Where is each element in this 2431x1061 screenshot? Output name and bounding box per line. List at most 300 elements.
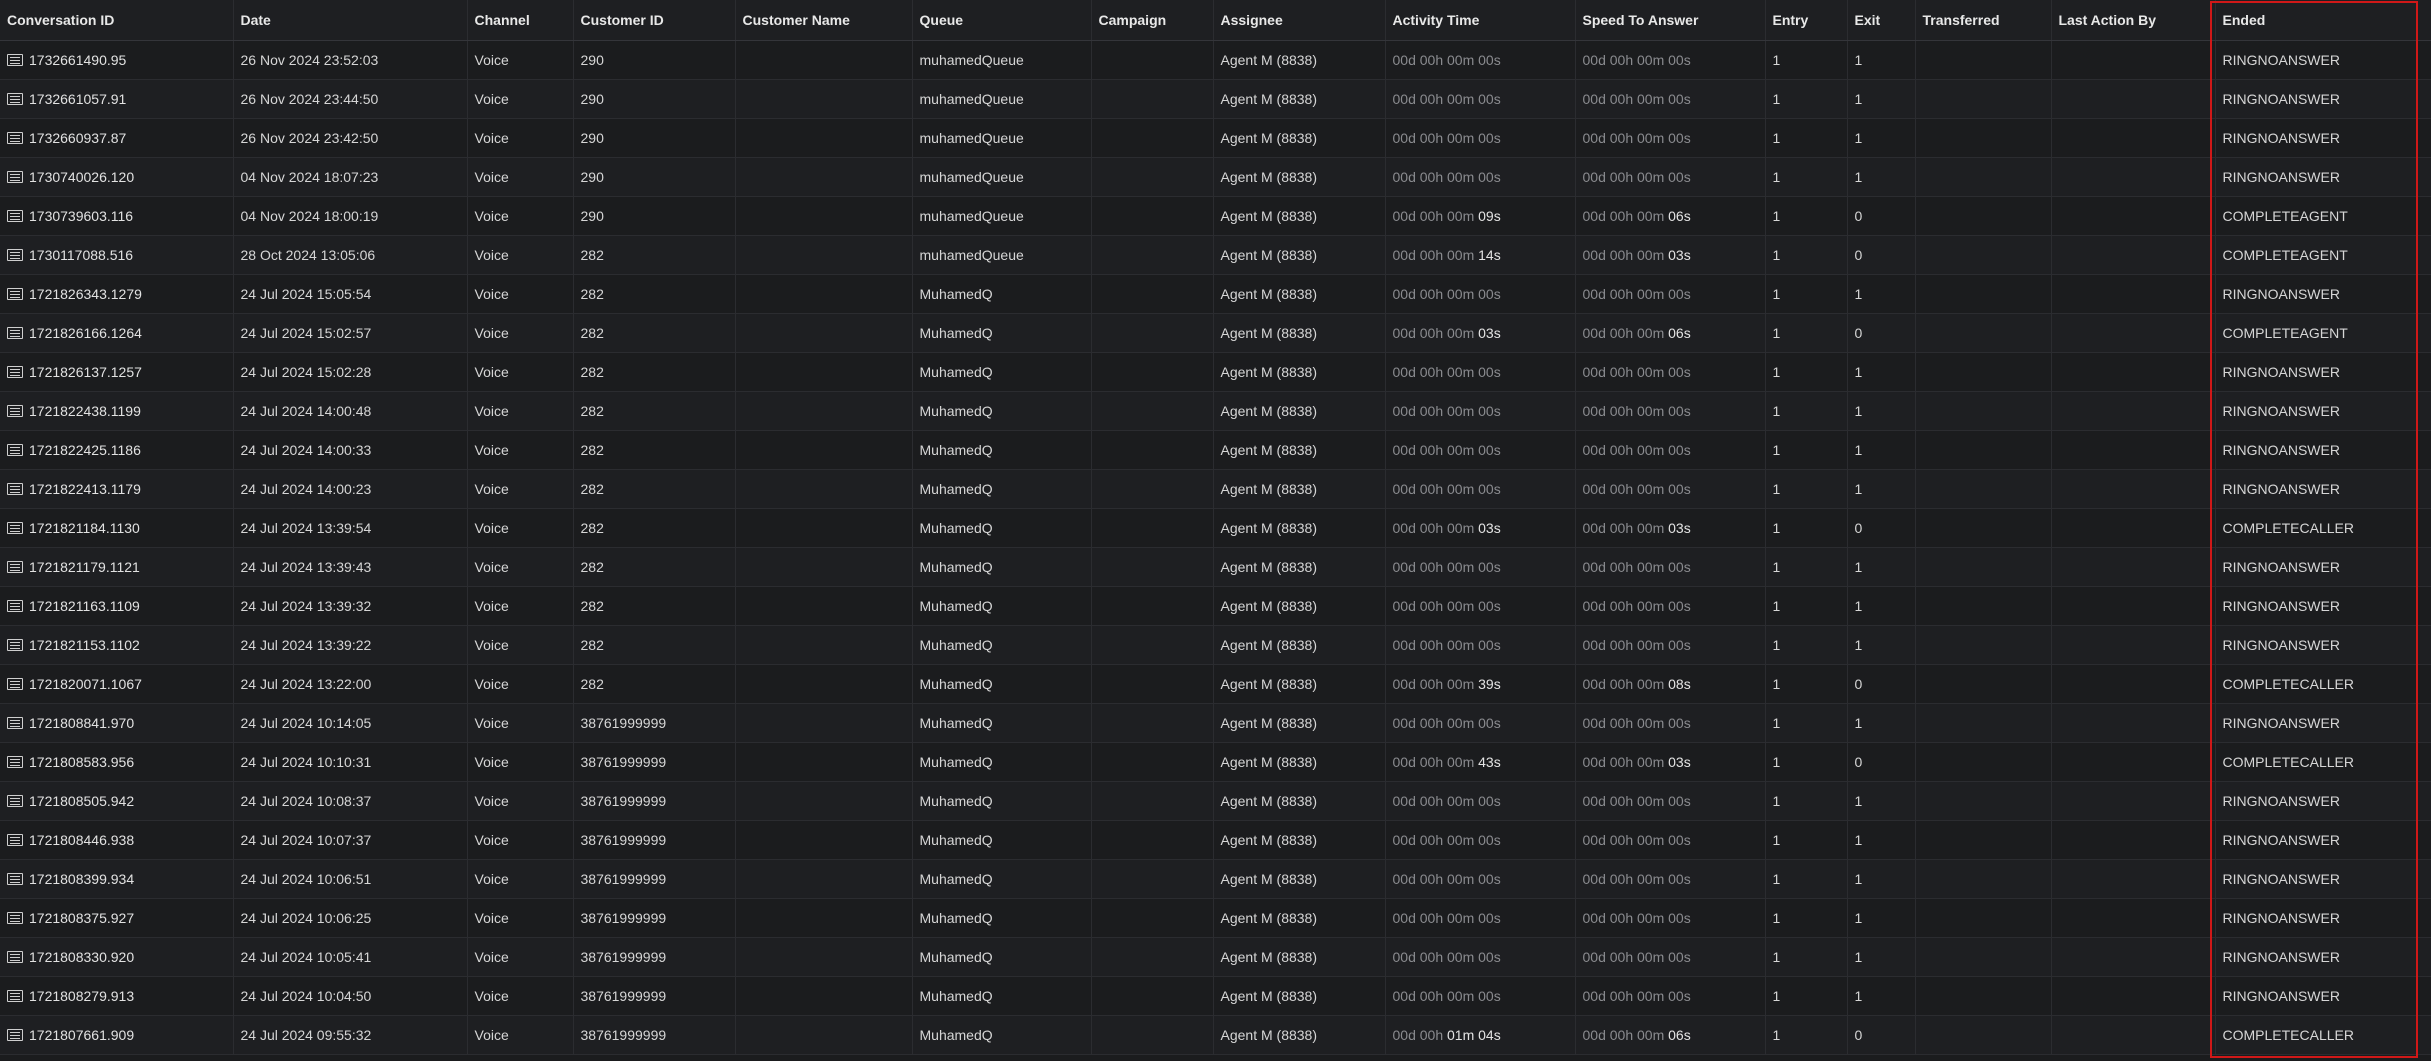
column-header-exit[interactable]: Exit: [1847, 0, 1915, 41]
cell-date: 24 Jul 2024 10:06:25: [233, 899, 467, 938]
document-list-icon[interactable]: [7, 639, 23, 651]
conversation-id-cell[interactable]: [7, 793, 233, 809]
cell-channel: Voice: [467, 704, 573, 743]
table-row[interactable]: [0, 665, 2431, 704]
conversation-id-cell[interactable]: [7, 247, 233, 263]
cell-conversation-id: [0, 470, 233, 509]
cell-entry: 1: [1765, 977, 1847, 1016]
cell-last-action-by: [2051, 509, 2215, 548]
cell-speed-to-answer: [1575, 236, 1765, 275]
column-header-queue[interactable]: Queue: [912, 0, 1091, 41]
cell-transferred: [1915, 860, 2051, 899]
table-row[interactable]: [0, 236, 2431, 275]
table-row[interactable]: [0, 743, 2431, 782]
document-list-icon[interactable]: [7, 678, 23, 690]
cell-customer-id: 282: [573, 353, 735, 392]
cell-customer-name: [735, 938, 912, 977]
cell-transferred: [1915, 158, 2051, 197]
cell-channel: Voice: [467, 938, 573, 977]
cell-assignee: Agent M (8838): [1213, 587, 1385, 626]
document-list-icon[interactable]: [7, 795, 23, 807]
conversation-id-link[interactable]: 1721808841.970: [29, 715, 135, 731]
duration-suffix: 00s: [1668, 52, 1691, 68]
cell-campaign: [1091, 470, 1213, 509]
cell-campaign: [1091, 938, 1213, 977]
table-row[interactable]: [0, 197, 2431, 236]
cell-date: 24 Jul 2024 09:55:32: [233, 1016, 467, 1055]
cell-entry: 1: [1765, 821, 1847, 860]
cell-conversation-id: [0, 392, 233, 431]
cell-queue: MuhamedQ: [912, 353, 1091, 392]
table-row[interactable]: [0, 509, 2431, 548]
duration-prefix: 00d 00h 00m: [1392, 247, 1479, 263]
cell-entry: 1: [1765, 782, 1847, 821]
document-list-icon[interactable]: [7, 132, 23, 144]
cell-last-action-by: [2051, 821, 2215, 860]
cell-ended: RINGNOANSWER: [2215, 392, 2431, 431]
cell-last-action-by: [2051, 1016, 2215, 1055]
conversation-id-link[interactable]: 1721808446.938: [29, 832, 135, 848]
cell-campaign: [1091, 392, 1213, 431]
cell-ended: RINGNOANSWER: [2215, 158, 2431, 197]
cell-entry: 1: [1765, 743, 1847, 782]
cell-customer-name: [735, 977, 912, 1016]
cell-campaign: [1091, 158, 1213, 197]
cell-transferred: [1915, 977, 2051, 1016]
conversation-id-link[interactable]: 1721808375.927: [29, 910, 135, 926]
cell-speed-to-answer: [1575, 470, 1765, 509]
document-list-icon[interactable]: [7, 951, 23, 963]
cell-customer-name: [735, 509, 912, 548]
column-header-entry[interactable]: Entry: [1765, 0, 1847, 41]
cell-assignee: Agent M (8838): [1213, 41, 1385, 80]
cell-assignee: Agent M (8838): [1213, 158, 1385, 197]
table-row[interactable]: [0, 704, 2431, 743]
duration-suffix: 00s: [1478, 598, 1501, 614]
cell-last-action-by: [2051, 626, 2215, 665]
cell-last-action-by: [2051, 977, 2215, 1016]
conversation-id-cell[interactable]: [7, 754, 233, 770]
cell-customer-name: [735, 119, 912, 158]
duration-prefix: 00d 00h 00m: [1392, 910, 1479, 926]
cell-activity-time: [1385, 353, 1575, 392]
cell-transferred: [1915, 314, 2051, 353]
duration-prefix: 00d 00h 00m: [1582, 832, 1669, 848]
column-header-speed-to-answer[interactable]: Speed To Answer: [1575, 0, 1765, 41]
document-list-icon[interactable]: [7, 561, 23, 573]
conversation-id-link[interactable]: 1721808330.920: [29, 949, 135, 965]
conversation-id-cell[interactable]: [7, 676, 233, 692]
column-header-date[interactable]: Date: [233, 0, 467, 41]
cell-transferred: [1915, 392, 2051, 431]
table-row[interactable]: [0, 314, 2431, 353]
conversation-id-link[interactable]: 1721826166.1264: [29, 325, 142, 341]
cell-date: 24 Jul 2024 13:39:32: [233, 587, 467, 626]
table-row[interactable]: [0, 431, 2431, 470]
document-list-icon[interactable]: [7, 873, 23, 885]
column-header-transferred[interactable]: Transferred: [1915, 0, 2051, 41]
document-list-icon[interactable]: [7, 912, 23, 924]
cell-transferred: [1915, 353, 2051, 392]
table-row[interactable]: [0, 470, 2431, 509]
document-list-icon[interactable]: [7, 171, 23, 183]
cell-assignee: Agent M (8838): [1213, 431, 1385, 470]
table-body: [0, 41, 2431, 1055]
cell-queue: MuhamedQ: [912, 275, 1091, 314]
conversation-id-link[interactable]: 1721808583.956: [29, 754, 135, 770]
conversation-id-link[interactable]: 1732661490.95: [29, 52, 127, 68]
table-row[interactable]: [0, 938, 2431, 977]
conversation-id-cell[interactable]: [7, 364, 233, 380]
cell-queue: muhamedQueue: [912, 41, 1091, 80]
duration-prefix: 00d 00h 00m: [1392, 715, 1479, 731]
cell-last-action-by: [2051, 119, 2215, 158]
document-list-icon[interactable]: [7, 483, 23, 495]
cell-speed-to-answer: [1575, 704, 1765, 743]
duration-suffix: 00s: [1478, 481, 1501, 497]
column-header-conversation-id[interactable]: Conversation ID: [0, 0, 233, 41]
cell-channel: Voice: [467, 743, 573, 782]
table-row[interactable]: [0, 860, 2431, 899]
cell-customer-id: 38761999999: [573, 860, 735, 899]
cell-channel: Voice: [467, 431, 573, 470]
table-row[interactable]: [0, 80, 2431, 119]
conversation-id-cell[interactable]: [7, 403, 233, 419]
cell-transferred: [1915, 782, 2051, 821]
conversation-id-cell[interactable]: [7, 130, 233, 146]
cell-last-action-by: [2051, 548, 2215, 587]
cell-queue: muhamedQueue: [912, 158, 1091, 197]
cell-queue: MuhamedQ: [912, 509, 1091, 548]
cell-entry: 1: [1765, 548, 1847, 587]
conversation-id-cell[interactable]: [7, 559, 233, 575]
cell-date: 24 Jul 2024 14:00:23: [233, 470, 467, 509]
cell-speed-to-answer: [1575, 860, 1765, 899]
cell-customer-name: [735, 236, 912, 275]
conversation-id-cell[interactable]: [7, 832, 233, 848]
conversation-id-cell[interactable]: [7, 715, 233, 731]
conversation-id-link[interactable]: 1730739603.116: [29, 208, 134, 224]
cell-conversation-id: [0, 80, 233, 119]
duration-prefix: 00d 00h 00m: [1582, 793, 1669, 809]
document-list-icon[interactable]: [7, 288, 23, 300]
column-header-ended[interactable]: Ended: [2215, 0, 2431, 41]
cell-speed-to-answer: [1575, 938, 1765, 977]
duration-suffix: 00s: [1478, 286, 1501, 302]
cell-campaign: [1091, 977, 1213, 1016]
conversation-id-link[interactable]: 1721807661.909: [29, 1027, 135, 1043]
cell-customer-id: 282: [573, 626, 735, 665]
cell-activity-time: [1385, 977, 1575, 1016]
cell-conversation-id: [0, 743, 233, 782]
cell-channel: Voice: [467, 1016, 573, 1055]
cell-activity-time: [1385, 470, 1575, 509]
cell-customer-name: [735, 158, 912, 197]
conversation-id-cell[interactable]: [7, 520, 233, 536]
document-list-icon[interactable]: [7, 522, 23, 534]
cell-ended: RINGNOANSWER: [2215, 548, 2431, 587]
cell-date: 04 Nov 2024 18:07:23: [233, 158, 467, 197]
conversation-id-cell[interactable]: [7, 442, 233, 458]
duration-suffix: 00s: [1668, 559, 1691, 575]
cell-exit: 1: [1847, 626, 1915, 665]
cell-assignee: Agent M (8838): [1213, 80, 1385, 119]
cell-campaign: [1091, 548, 1213, 587]
conversation-id-cell[interactable]: [7, 91, 233, 107]
conversation-id-link[interactable]: 1721822413.1179: [29, 481, 141, 497]
cell-conversation-id: [0, 548, 233, 587]
cell-last-action-by: [2051, 470, 2215, 509]
cell-conversation-id: [0, 821, 233, 860]
cell-speed-to-answer: [1575, 158, 1765, 197]
cell-speed-to-answer: [1575, 275, 1765, 314]
cell-date: 24 Jul 2024 13:39:22: [233, 626, 467, 665]
cell-channel: Voice: [467, 80, 573, 119]
conversation-id-link[interactable]: 1721821179.1121: [29, 559, 140, 575]
cell-date: 04 Nov 2024 18:00:19: [233, 197, 467, 236]
conversation-id-link[interactable]: 1730740026.120: [29, 169, 135, 185]
cell-date: 26 Nov 2024 23:42:50: [233, 119, 467, 158]
conversation-id-cell[interactable]: [7, 1027, 233, 1043]
duration-value: 03s: [1668, 520, 1691, 536]
duration-suffix: 00s: [1478, 949, 1501, 965]
document-list-icon[interactable]: [7, 405, 23, 417]
cell-campaign: [1091, 275, 1213, 314]
cell-last-action-by: [2051, 41, 2215, 80]
cell-campaign: [1091, 80, 1213, 119]
document-list-icon[interactable]: [7, 1029, 23, 1041]
cell-exit: 0: [1847, 743, 1915, 782]
cell-assignee: Agent M (8838): [1213, 509, 1385, 548]
duration-prefix: 00d 00h 00m: [1582, 52, 1669, 68]
column-header-customer-name[interactable]: Customer Name: [735, 0, 912, 41]
conversation-id-link[interactable]: 1721821184.1130: [29, 520, 140, 536]
cell-last-action-by: [2051, 158, 2215, 197]
table-row[interactable]: [0, 353, 2431, 392]
cell-exit: 1: [1847, 860, 1915, 899]
conversation-id-cell[interactable]: [7, 169, 233, 185]
column-header-assignee[interactable]: Assignee: [1213, 0, 1385, 41]
cell-exit: 1: [1847, 392, 1915, 431]
document-list-icon[interactable]: [7, 990, 23, 1002]
duration-suffix: 00s: [1478, 910, 1501, 926]
cell-campaign: [1091, 704, 1213, 743]
cell-customer-name: [735, 860, 912, 899]
cell-transferred: [1915, 704, 2051, 743]
duration-suffix: 00s: [1478, 832, 1501, 848]
conversation-id-cell[interactable]: [7, 910, 233, 926]
table-row[interactable]: [0, 275, 2431, 314]
cell-transferred: [1915, 470, 2051, 509]
cell-ended: RINGNOANSWER: [2215, 704, 2431, 743]
table-row[interactable]: [0, 41, 2431, 80]
column-header-activity-time[interactable]: Activity Time: [1385, 0, 1575, 41]
duration-suffix: 00s: [1668, 949, 1691, 965]
table-row[interactable]: [0, 119, 2431, 158]
conversation-id-link[interactable]: 1721826343.1279: [29, 286, 142, 302]
cell-assignee: Agent M (8838): [1213, 665, 1385, 704]
table-row[interactable]: [0, 1016, 2431, 1055]
table-row[interactable]: [0, 626, 2431, 665]
document-list-icon[interactable]: [7, 756, 23, 768]
cell-date: 24 Jul 2024 14:00:48: [233, 392, 467, 431]
conversation-id-link[interactable]: 1732661057.91: [29, 91, 127, 107]
cell-exit: 0: [1847, 314, 1915, 353]
cell-entry: 1: [1765, 704, 1847, 743]
conversation-id-link[interactable]: 1721820071.1067: [29, 676, 142, 692]
duration-suffix: 00s: [1668, 286, 1691, 302]
conversation-id-cell[interactable]: [7, 286, 233, 302]
table-header: [0, 0, 2431, 41]
cell-date: 24 Jul 2024 13:22:00: [233, 665, 467, 704]
cell-ended: RINGNOANSWER: [2215, 821, 2431, 860]
table-row[interactable]: [0, 899, 2431, 938]
duration-prefix: 00d 00h 00m: [1582, 1027, 1669, 1043]
cell-conversation-id: [0, 977, 233, 1016]
cell-transferred: [1915, 665, 2051, 704]
duration-suffix: 00s: [1478, 559, 1501, 575]
cell-ended: RINGNOANSWER: [2215, 782, 2431, 821]
cell-date: 24 Jul 2024 14:00:33: [233, 431, 467, 470]
conversation-id-cell[interactable]: [7, 52, 233, 68]
duration-prefix: 00d 00h 00m: [1582, 754, 1669, 770]
cell-activity-time: [1385, 431, 1575, 470]
cell-channel: Voice: [467, 509, 573, 548]
conversation-id-cell[interactable]: [7, 325, 233, 341]
document-list-icon[interactable]: [7, 366, 23, 378]
document-list-icon[interactable]: [7, 834, 23, 846]
cell-assignee: Agent M (8838): [1213, 860, 1385, 899]
conversation-id-cell[interactable]: [7, 949, 233, 965]
duration-suffix: 00s: [1668, 871, 1691, 887]
cell-queue: MuhamedQ: [912, 470, 1091, 509]
cell-customer-name: [735, 626, 912, 665]
duration-prefix: 00d 00h 00m: [1582, 364, 1669, 380]
cell-customer-id: 282: [573, 509, 735, 548]
cell-activity-time: [1385, 197, 1575, 236]
document-list-icon[interactable]: [7, 600, 23, 612]
cell-queue: muhamedQueue: [912, 236, 1091, 275]
cell-channel: Voice: [467, 782, 573, 821]
document-list-icon[interactable]: [7, 210, 23, 222]
conversation-id-link[interactable]: 1732660937.87: [29, 130, 127, 146]
cell-entry: 1: [1765, 158, 1847, 197]
cell-conversation-id: [0, 41, 233, 80]
table-row[interactable]: [0, 587, 2431, 626]
conversation-id-link[interactable]: 1721808505.942: [29, 793, 135, 809]
cell-channel: Voice: [467, 548, 573, 587]
duration-value: 01m 04s: [1447, 1027, 1501, 1043]
cell-assignee: Agent M (8838): [1213, 1016, 1385, 1055]
cell-transferred: [1915, 509, 2051, 548]
cell-last-action-by: [2051, 743, 2215, 782]
cell-conversation-id: [0, 197, 233, 236]
cell-exit: 1: [1847, 80, 1915, 119]
table-row[interactable]: [0, 977, 2431, 1016]
cell-campaign: [1091, 197, 1213, 236]
cell-assignee: Agent M (8838): [1213, 197, 1385, 236]
table-row[interactable]: [0, 821, 2431, 860]
column-header-campaign[interactable]: Campaign: [1091, 0, 1213, 41]
cell-activity-time: [1385, 236, 1575, 275]
conversation-id-cell[interactable]: [7, 637, 233, 653]
cell-conversation-id: [0, 782, 233, 821]
cell-campaign: [1091, 782, 1213, 821]
cell-campaign: [1091, 1016, 1213, 1055]
duration-prefix: 00d 00h 00m: [1392, 832, 1479, 848]
duration-prefix: 00d 00h 00m: [1392, 91, 1479, 107]
conversation-id-link[interactable]: 1721808279.913: [29, 988, 135, 1004]
cell-conversation-id: [0, 704, 233, 743]
cell-last-action-by: [2051, 587, 2215, 626]
duration-prefix: 00d 00h 00m: [1582, 676, 1669, 692]
cell-exit: 1: [1847, 275, 1915, 314]
table-row[interactable]: [0, 782, 2431, 821]
duration-suffix: 00s: [1668, 793, 1691, 809]
cell-customer-name: [735, 197, 912, 236]
cell-queue: MuhamedQ: [912, 1016, 1091, 1055]
duration-prefix: 00d 00h 00m: [1392, 793, 1479, 809]
document-list-icon[interactable]: [7, 93, 23, 105]
document-list-icon[interactable]: [7, 327, 23, 339]
cell-activity-time: [1385, 314, 1575, 353]
column-header-last-action-by[interactable]: Last Action By: [2051, 0, 2215, 41]
cell-ended: RINGNOANSWER: [2215, 470, 2431, 509]
table-row[interactable]: [0, 158, 2431, 197]
conversation-id-link[interactable]: 1721808399.934: [29, 871, 135, 887]
cell-last-action-by: [2051, 236, 2215, 275]
conversation-id-cell[interactable]: [7, 208, 233, 224]
cell-assignee: Agent M (8838): [1213, 899, 1385, 938]
duration-suffix: 00s: [1478, 988, 1501, 1004]
conversation-id-cell[interactable]: [7, 871, 233, 887]
cell-campaign: [1091, 353, 1213, 392]
cell-activity-time: [1385, 587, 1575, 626]
conversation-id-cell[interactable]: [7, 988, 233, 1004]
cell-customer-name: [735, 41, 912, 80]
table-row[interactable]: [0, 392, 2431, 431]
duration-suffix: 00s: [1668, 637, 1691, 653]
column-header-channel[interactable]: Channel: [467, 0, 573, 41]
document-list-icon[interactable]: [7, 54, 23, 66]
document-list-icon[interactable]: [7, 444, 23, 456]
cell-entry: 1: [1765, 197, 1847, 236]
column-header-customer-id[interactable]: Customer ID: [573, 0, 735, 41]
cell-entry: 1: [1765, 119, 1847, 158]
cell-activity-time: [1385, 1016, 1575, 1055]
duration-prefix: 00d 00h 00m: [1392, 949, 1479, 965]
cell-transferred: [1915, 275, 2051, 314]
document-list-icon[interactable]: [7, 249, 23, 261]
conversation-id-link[interactable]: 1721826137.1257: [29, 364, 142, 380]
document-list-icon[interactable]: [7, 717, 23, 729]
duration-prefix: 00d 00h 00m: [1582, 91, 1669, 107]
conversation-id-link[interactable]: 1721822425.1186: [29, 442, 141, 458]
duration-prefix: 00d 00h 00m: [1392, 598, 1479, 614]
conversation-id-link[interactable]: 1721822438.1199: [29, 403, 141, 419]
conversation-id-link[interactable]: 1721821153.1102: [29, 637, 140, 653]
duration-prefix: 00d 00h 00m: [1582, 325, 1669, 341]
conversation-id-link[interactable]: 1721821163.1109: [29, 598, 140, 614]
cell-conversation-id: [0, 1016, 233, 1055]
duration-suffix: 00s: [1668, 715, 1691, 731]
conversation-id-link[interactable]: 1730117088.516: [29, 247, 134, 263]
cell-exit: 1: [1847, 119, 1915, 158]
conversation-id-cell[interactable]: [7, 598, 233, 614]
table-row[interactable]: [0, 548, 2431, 587]
conversation-id-cell[interactable]: [7, 481, 233, 497]
cell-date: 24 Jul 2024 10:05:41: [233, 938, 467, 977]
